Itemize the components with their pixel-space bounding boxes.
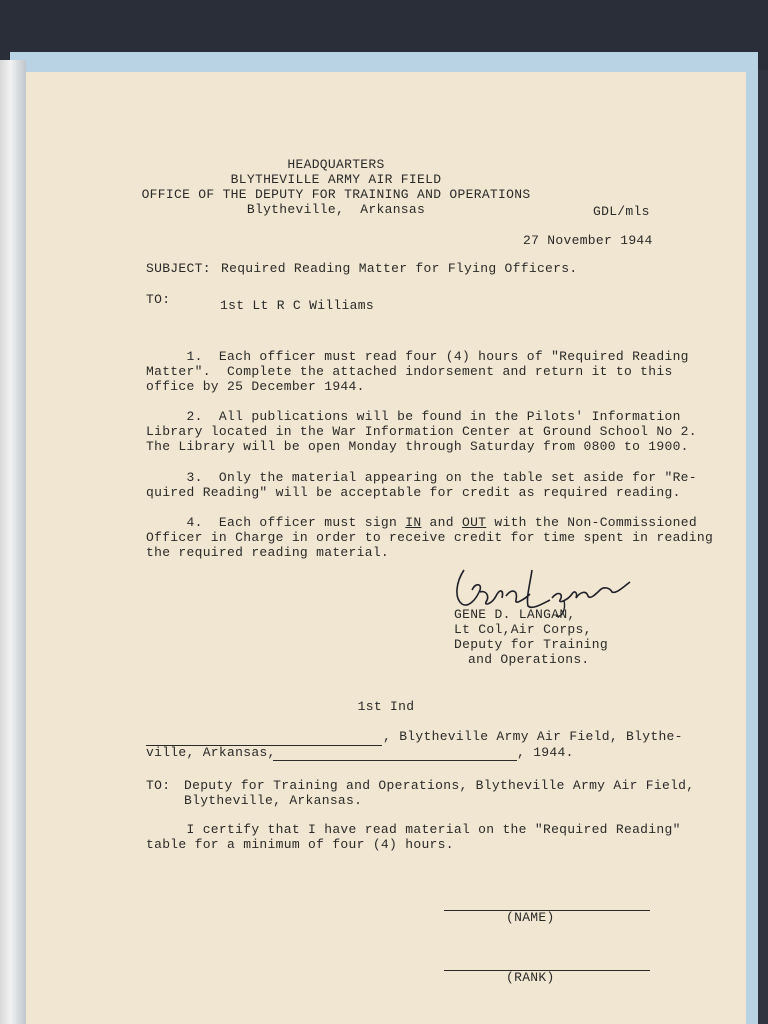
- indorsement-to-line2: Blytheville, Arkansas.: [184, 793, 363, 808]
- subject-label: SUBJECT:: [146, 261, 211, 276]
- indorsement-to-label: TO:: [146, 778, 171, 793]
- indorsement-to-line1: Deputy for Training and Operations, Blytheville Army Air Field,: [184, 778, 695, 793]
- certification-line2: table for a minimum of four (4) hours.: [146, 837, 454, 852]
- signer-rank: Lt Col,Air Corps,: [454, 622, 592, 637]
- hq-heading: HEADQUARTERS: [287, 157, 385, 172]
- memo-page: [26, 72, 746, 1024]
- to-label: TO:: [146, 292, 171, 307]
- airfield-name: BLYTHEVILLE ARMY AIR FIELD: [230, 172, 442, 187]
- binder-edge: [0, 60, 26, 1024]
- memo-date: 27 November 1944: [523, 233, 653, 248]
- para2-line2: Library located in the War Information Center at Ground School No 2.: [146, 424, 697, 439]
- signer-name: GENE D. LANGAN,: [454, 607, 576, 622]
- para4-line3: the required reading material.: [146, 545, 390, 560]
- para3-line2: quired Reading" will be acceptable for credit as required reading.: [146, 485, 681, 500]
- para4-line1: 4. Each officer must sign IN and OUT with the Non-Commissioned: [146, 515, 697, 530]
- name-label: (NAME): [506, 910, 555, 925]
- reference-initials: GDL/mls: [593, 204, 650, 219]
- subject-text: Required Reading Matter for Flying Officers.: [221, 261, 578, 276]
- addressee: 1st Lt R C Williams: [220, 298, 374, 313]
- indorsement-heading: 1st Ind: [357, 699, 415, 714]
- indorsement-line2-tail: , 1944.: [517, 745, 574, 760]
- certification-line1: I certify that I have read material on the "Required Reading": [146, 822, 681, 837]
- para2-line3: The Library will be open Monday through Saturday from 0800 to 1900.: [146, 439, 689, 454]
- signer-title-1: Deputy for Training: [454, 637, 608, 652]
- para4-line2: Officer in Charge in order to receive credit for time spent in reading: [146, 530, 714, 545]
- indorsement-line2-head: ville, Arkansas,: [146, 745, 276, 760]
- blank-line: [273, 760, 517, 761]
- para2-line1: 2. All publications will be found in the Pilots' Information: [146, 409, 681, 424]
- indorsement-line1: , Blytheville Army Air Field, Blythe-: [383, 729, 683, 744]
- signer-title-2: and Operations.: [468, 652, 590, 667]
- para1-line1: 1. Each officer must read four (4) hours of "Required Reading: [146, 349, 689, 364]
- para1-line2: Matter". Complete the attached indorsement and return it to this: [146, 364, 673, 379]
- location: Blytheville, Arkansas: [246, 202, 426, 217]
- para3-line1: 3. Only the material appearing on the table set aside for "Re-: [146, 470, 697, 485]
- office-name: OFFICE OF THE DEPUTY FOR TRAINING AND OPERATIONS: [141, 187, 531, 202]
- rank-label: (RANK): [506, 970, 555, 985]
- para1-line3: office by 25 December 1944.: [146, 379, 365, 394]
